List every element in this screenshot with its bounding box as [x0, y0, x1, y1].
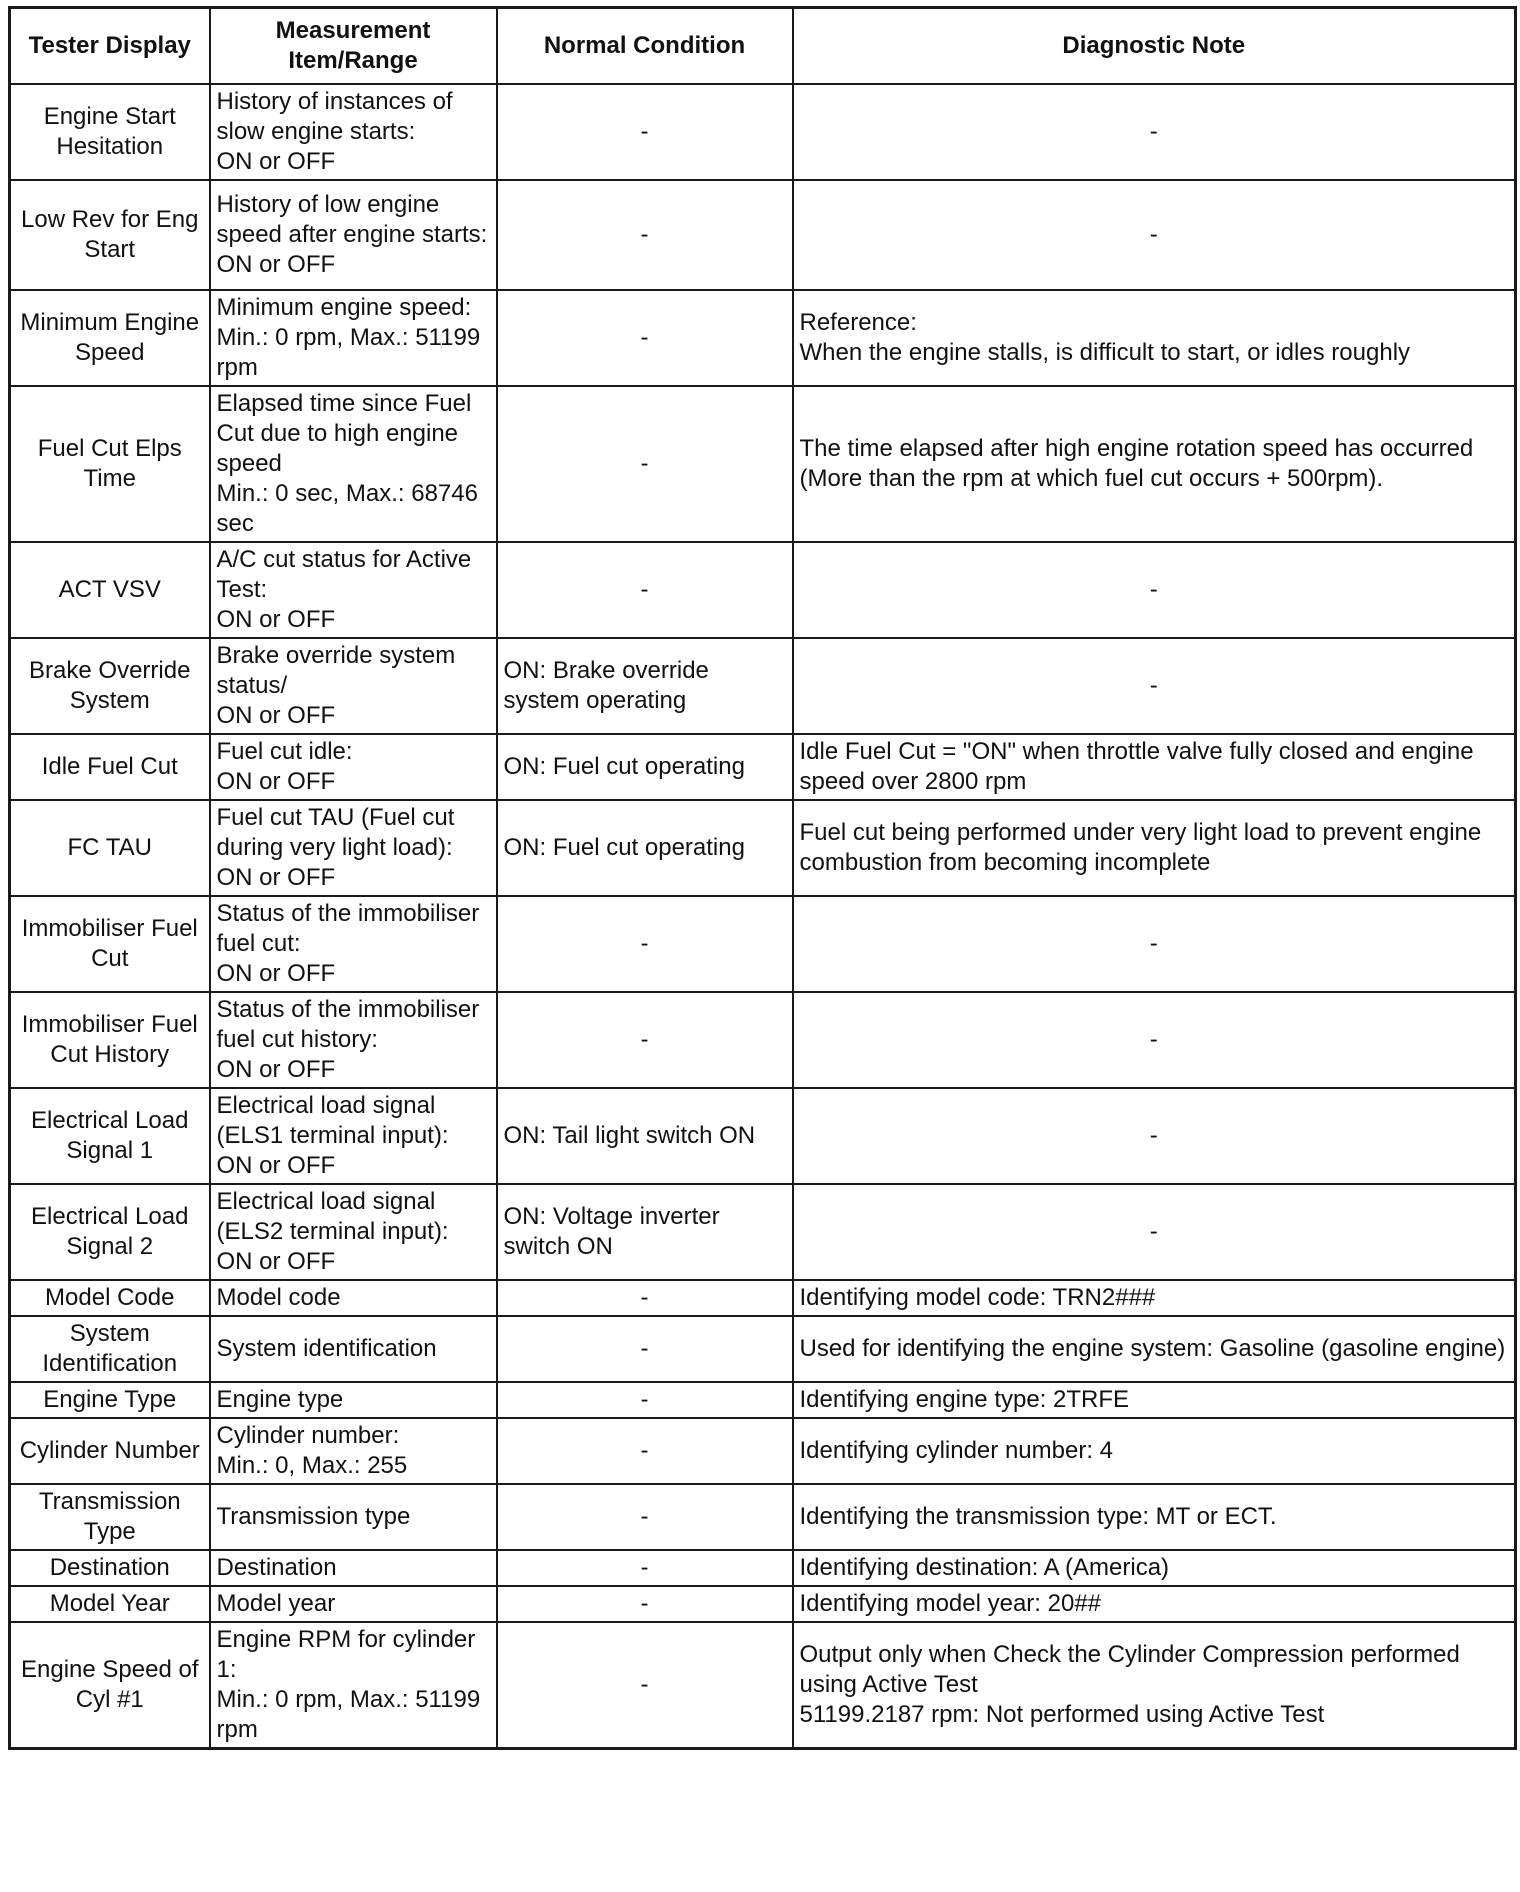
header-measurement-item: Measurement Item/Range	[210, 8, 497, 85]
header-normal-condition: Normal Condition	[497, 8, 793, 85]
measurement-line: A/C cut status for Active Test:	[216, 546, 472, 603]
cell-diagnostic-note	[793, 1586, 1516, 1622]
table-body	[10, 84, 1516, 1749]
table-row	[10, 896, 1516, 992]
cell-measurement-item	[210, 1280, 497, 1316]
cell-measurement-item	[210, 290, 497, 386]
measurement-line: History of instances of slow engine starts:	[216, 88, 453, 145]
cell-normal-condition: -	[497, 1382, 793, 1418]
table-row	[10, 1088, 1516, 1184]
measurement-line: Transmission type	[216, 1503, 411, 1530]
measurement-line: ON or OFF	[216, 960, 336, 987]
cell-measurement-item	[210, 1184, 497, 1280]
table-row	[10, 734, 1516, 800]
table-row	[10, 542, 1516, 638]
cell-measurement-item	[210, 734, 497, 800]
note-line: -	[1149, 576, 1158, 603]
table-row	[10, 1316, 1516, 1382]
measurement-line: Min.: 0 sec, Max.: 68746 sec	[216, 480, 478, 537]
measurement-line: Brake override system status/	[216, 642, 456, 699]
cell-diagnostic-note	[793, 638, 1516, 734]
table-row	[10, 290, 1516, 386]
measurement-line: Elapsed time since Fuel Cut due to high engine speed	[216, 390, 472, 477]
cell-tester-display: Low Rev for Eng Start	[10, 180, 210, 290]
measurement-line: Min.: 0, Max.: 255	[216, 1452, 408, 1479]
measurement-line: Cylinder number:	[216, 1422, 400, 1449]
table-row	[10, 1418, 1516, 1484]
measurement-line: Engine type	[216, 1386, 344, 1413]
table-row	[10, 180, 1516, 290]
cell-normal-condition: -	[497, 84, 793, 180]
cell-tester-display: Cylinder Number	[10, 1418, 210, 1484]
table-row	[10, 386, 1516, 542]
cell-diagnostic-note	[793, 992, 1516, 1088]
cell-tester-display: Engine Speed of Cyl #1	[10, 1622, 210, 1749]
cell-measurement-item	[210, 638, 497, 734]
cell-diagnostic-note	[793, 1382, 1516, 1418]
diagnostic-data-table	[8, 6, 1517, 1750]
note-line: Identifying cylinder number: 4	[799, 1437, 1113, 1464]
note-line: -	[1149, 672, 1158, 699]
cell-measurement-item	[210, 896, 497, 992]
cell-tester-display: Immobiliser Fuel Cut	[10, 896, 210, 992]
cell-measurement-item	[210, 1484, 497, 1550]
cell-normal-condition: -	[497, 1550, 793, 1586]
cell-measurement-item	[210, 1088, 497, 1184]
cell-measurement-item	[210, 992, 497, 1088]
table-row	[10, 1184, 1516, 1280]
cell-normal-condition: ON: Brake override system operating	[497, 638, 793, 734]
cell-tester-display: Electrical Load Signal 1	[10, 1088, 210, 1184]
header-tester-display: Tester Display	[10, 8, 210, 85]
note-line: Identifying destination: A (America)	[799, 1554, 1170, 1581]
table-row	[10, 1586, 1516, 1622]
cell-normal-condition: -	[497, 1418, 793, 1484]
cell-tester-display: Model Code	[10, 1280, 210, 1316]
cell-tester-display: Fuel Cut Elps Time	[10, 386, 210, 542]
cell-measurement-item	[210, 1316, 497, 1382]
cell-tester-display: Engine Type	[10, 1382, 210, 1418]
cell-measurement-item	[210, 180, 497, 290]
cell-measurement-item	[210, 1382, 497, 1418]
table-row	[10, 1382, 1516, 1418]
cell-measurement-item	[210, 1622, 497, 1749]
measurement-line: Min.: 0 rpm, Max.: 51199 rpm	[216, 1686, 481, 1743]
note-line: -	[1149, 930, 1158, 957]
measurement-line: Engine RPM for cylinder 1:	[216, 1626, 476, 1683]
cell-diagnostic-note	[793, 180, 1516, 290]
note-line: -	[1149, 1218, 1158, 1245]
header-diagnostic-note: Diagnostic Note	[793, 8, 1516, 85]
note-line: -	[1149, 1122, 1158, 1149]
measurement-line: Status of the immobiliser fuel cut history:	[216, 996, 480, 1053]
measurement-line: Electrical load signal (ELS2 terminal input):	[216, 1188, 449, 1245]
cell-measurement-item	[210, 1418, 497, 1484]
cell-tester-display: Brake Override System	[10, 638, 210, 734]
cell-diagnostic-note	[793, 386, 1516, 542]
cell-diagnostic-note	[793, 896, 1516, 992]
cell-normal-condition: -	[497, 180, 793, 290]
cell-tester-display: FC TAU	[10, 800, 210, 896]
cell-normal-condition: -	[497, 1586, 793, 1622]
measurement-line: ON or OFF	[216, 864, 336, 891]
measurement-line: History of low engine speed after engine starts:	[216, 191, 488, 248]
cell-diagnostic-note	[793, 542, 1516, 638]
cell-diagnostic-note	[793, 290, 1516, 386]
cell-normal-condition: -	[497, 1484, 793, 1550]
measurement-line: Minimum engine speed:	[216, 294, 472, 321]
cell-tester-display: Minimum Engine Speed	[10, 290, 210, 386]
cell-tester-display: Immobiliser Fuel Cut History	[10, 992, 210, 1088]
cell-normal-condition: -	[497, 290, 793, 386]
cell-diagnostic-note	[793, 800, 1516, 896]
measurement-line: ON or OFF	[216, 768, 336, 795]
cell-diagnostic-note	[793, 1550, 1516, 1586]
note-line: -	[1149, 1026, 1158, 1053]
cell-tester-display: Transmission Type	[10, 1484, 210, 1550]
cell-tester-display: System Identification	[10, 1316, 210, 1382]
cell-measurement-item	[210, 386, 497, 542]
measurement-line: ON or OFF	[216, 1056, 336, 1083]
measurement-line: ON or OFF	[216, 606, 336, 633]
measurement-line: Model year	[216, 1590, 336, 1617]
table-row	[10, 992, 1516, 1088]
cell-tester-display: Engine Start Hesitation	[10, 84, 210, 180]
cell-normal-condition: -	[497, 1316, 793, 1382]
cell-diagnostic-note	[793, 1316, 1516, 1382]
cell-normal-condition: -	[497, 1280, 793, 1316]
note-line: Identifying the transmission type: MT or ECT.	[799, 1503, 1277, 1530]
cell-normal-condition: ON: Fuel cut operating	[497, 800, 793, 896]
note-line: Identifying model year: 20##	[799, 1590, 1102, 1617]
cell-diagnostic-note	[793, 84, 1516, 180]
note-line: Reference:	[799, 309, 917, 336]
cell-tester-display: Idle Fuel Cut	[10, 734, 210, 800]
table-row	[10, 84, 1516, 180]
cell-tester-display: Electrical Load Signal 2	[10, 1184, 210, 1280]
measurement-line: Electrical load signal (ELS1 terminal input):	[216, 1092, 449, 1149]
cell-diagnostic-note	[793, 1184, 1516, 1280]
note-line: When the engine stalls, is difficult to start, or idles roughly	[799, 339, 1411, 366]
cell-normal-condition: ON: Tail light switch ON	[497, 1088, 793, 1184]
cell-tester-display: Destination	[10, 1550, 210, 1586]
measurement-line: Status of the immobiliser fuel cut:	[216, 900, 480, 957]
cell-diagnostic-note	[793, 734, 1516, 800]
cell-normal-condition: -	[497, 992, 793, 1088]
measurement-line: System identification	[216, 1335, 437, 1362]
measurement-line: Model code	[216, 1284, 341, 1311]
cell-tester-display: Model Year	[10, 1586, 210, 1622]
measurement-line: Destination	[216, 1554, 337, 1581]
table-row	[10, 800, 1516, 896]
data-table-container	[8, 6, 1517, 1750]
measurement-line: Fuel cut idle:	[216, 738, 353, 765]
note-line: Identifying model code: TRN2###	[799, 1284, 1156, 1311]
note-line: Identifying engine type: 2TRFE	[799, 1386, 1130, 1413]
table-row	[10, 1484, 1516, 1550]
measurement-line: ON or OFF	[216, 702, 336, 729]
cell-measurement-item	[210, 800, 497, 896]
cell-diagnostic-note	[793, 1280, 1516, 1316]
table-row	[10, 1550, 1516, 1586]
cell-normal-condition: ON: Voltage inverter switch ON	[497, 1184, 793, 1280]
cell-diagnostic-note	[793, 1418, 1516, 1484]
cell-tester-display: ACT VSV	[10, 542, 210, 638]
table-header-row	[10, 8, 1516, 85]
note-line: 51199.2187 rpm: Not performed using Active Test	[799, 1701, 1325, 1728]
note-line: Idle Fuel Cut = "ON" when throttle valve fully closed and engine speed over 2800 rpm	[799, 738, 1474, 795]
measurement-line: ON or OFF	[216, 148, 336, 175]
note-line: Fuel cut being performed under very light load to prevent engine combustion from becoming incomplete	[799, 819, 1482, 876]
cell-normal-condition: -	[497, 896, 793, 992]
cell-normal-condition: -	[497, 386, 793, 542]
cell-measurement-item	[210, 1586, 497, 1622]
measurement-line: Fuel cut TAU (Fuel cut during very light load):	[216, 804, 455, 861]
note-line: -	[1149, 118, 1158, 145]
table-row	[10, 1622, 1516, 1749]
measurement-line: ON or OFF	[216, 1248, 336, 1275]
table-row	[10, 638, 1516, 734]
cell-diagnostic-note	[793, 1088, 1516, 1184]
cell-normal-condition: -	[497, 1622, 793, 1749]
cell-measurement-item	[210, 542, 497, 638]
note-line: Output only when Check the Cylinder Compression performed using Active Test	[799, 1641, 1460, 1698]
note-line: Used for identifying the engine system: Gasoline (gasoline engine)	[799, 1335, 1506, 1362]
measurement-line: ON or OFF	[216, 251, 336, 278]
note-line: The time elapsed after high engine rotation speed has occurred (More than the rpm at which fuel cut occurs + 500rpm).	[799, 435, 1474, 492]
measurement-line: Min.: 0 rpm, Max.: 51199 rpm	[216, 324, 481, 381]
cell-measurement-item	[210, 1550, 497, 1586]
cell-diagnostic-note	[793, 1622, 1516, 1749]
table-row	[10, 1280, 1516, 1316]
cell-measurement-item	[210, 84, 497, 180]
measurement-line: ON or OFF	[216, 1152, 336, 1179]
note-line: -	[1149, 221, 1158, 248]
cell-normal-condition: -	[497, 542, 793, 638]
cell-diagnostic-note	[793, 1484, 1516, 1550]
cell-normal-condition: ON: Fuel cut operating	[497, 734, 793, 800]
